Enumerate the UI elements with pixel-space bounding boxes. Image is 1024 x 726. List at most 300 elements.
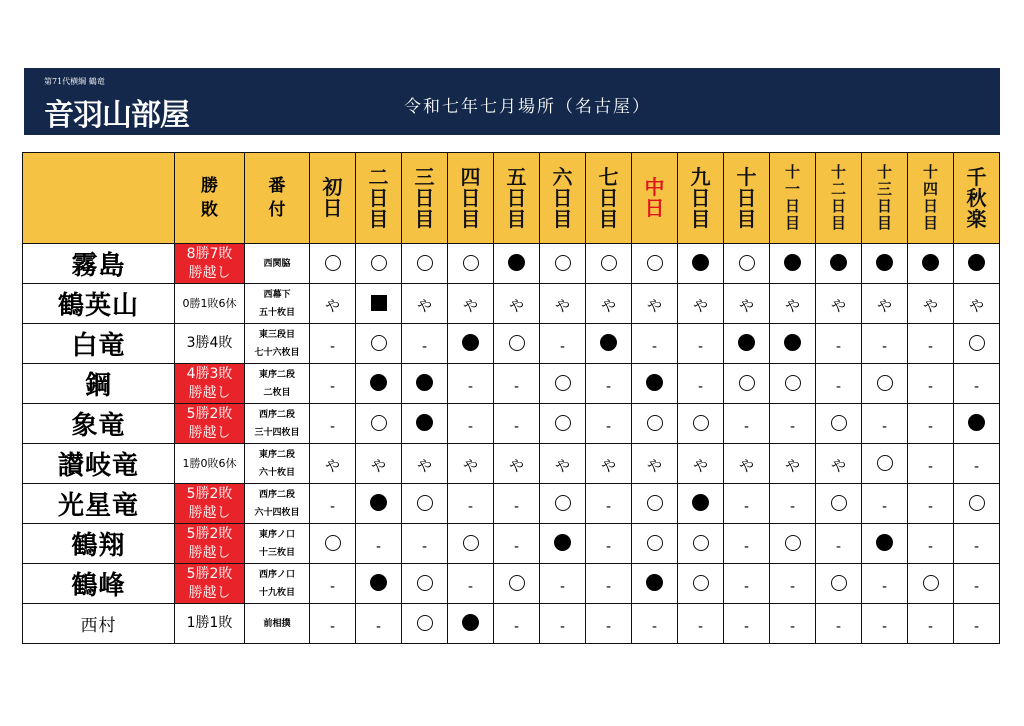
absent-mark: や (600, 456, 616, 475)
result-loss (816, 244, 862, 284)
result-no-bout (494, 404, 540, 444)
result-absent (632, 284, 678, 324)
result-loss (908, 244, 954, 284)
result-loss (632, 564, 678, 604)
dash-mark: - (743, 538, 750, 555)
result-win (448, 524, 494, 564)
result-no-bout (310, 364, 356, 404)
result-win (402, 484, 448, 524)
open-circle-icon (877, 375, 893, 391)
open-circle-icon (785, 535, 801, 551)
rank-label: 東序二段 六十枚目 (245, 444, 310, 484)
result-win (954, 484, 1000, 524)
result-no-bout (862, 324, 908, 364)
open-circle-icon (647, 535, 663, 551)
dash-mark: - (605, 418, 612, 435)
result-win (310, 524, 356, 564)
filled-circle-icon (692, 254, 709, 271)
open-circle-icon (417, 255, 433, 271)
header-banner (24, 68, 1000, 135)
filled-circle-icon (416, 374, 433, 391)
result-win (678, 404, 724, 444)
wrestler-name: 鶴英山 (23, 284, 175, 324)
absent-mark: や (646, 456, 662, 475)
result-absent (816, 444, 862, 484)
result-no-bout (724, 484, 770, 524)
filled-circle-icon (508, 254, 525, 271)
result-no-bout (816, 524, 862, 564)
result-no-bout (494, 484, 540, 524)
result-win (402, 564, 448, 604)
filled-circle-icon (462, 614, 479, 631)
result-absent (770, 284, 816, 324)
absent-mark: や (968, 296, 984, 315)
dash-mark: - (927, 618, 934, 635)
day-header: 初 日 (310, 153, 356, 244)
win-loss-record: 1勝1敗 (175, 604, 245, 644)
absent-mark: や (508, 456, 524, 475)
day-header: 千 秋 楽 (954, 153, 1000, 244)
wrestler-row (23, 404, 1000, 444)
dash-mark: - (881, 578, 888, 595)
win-loss-header: 勝 敗 (175, 153, 245, 244)
dash-mark: - (743, 498, 750, 515)
result-absent (310, 444, 356, 484)
result-win (632, 404, 678, 444)
result-win (632, 484, 678, 524)
open-circle-icon (739, 375, 755, 391)
filled-circle-icon (554, 534, 571, 551)
result-absent (494, 444, 540, 484)
open-circle-icon (739, 255, 755, 271)
wrestler-name: 白竜 (23, 324, 175, 364)
result-no-bout (310, 484, 356, 524)
result-loss (448, 604, 494, 644)
dash-mark: - (421, 338, 428, 355)
dash-mark: - (513, 418, 520, 435)
filled-circle-icon (416, 414, 433, 431)
result-loss (770, 244, 816, 284)
result-no-bout (310, 604, 356, 644)
wrestler-row (23, 564, 1000, 604)
result-win (816, 484, 862, 524)
result-loss (402, 364, 448, 404)
absent-mark: や (830, 456, 846, 475)
result-no-bout (586, 564, 632, 604)
filled-circle-icon (738, 334, 755, 351)
result-no-bout (770, 484, 816, 524)
result-absent (448, 444, 494, 484)
open-circle-icon (463, 535, 479, 551)
absent-mark: や (324, 456, 340, 475)
dash-mark: - (605, 618, 612, 635)
dash-mark: - (927, 498, 934, 515)
filled-circle-icon (370, 574, 387, 591)
absent-mark: や (876, 296, 892, 315)
absent-mark: や (784, 456, 800, 475)
result-no-bout (540, 604, 586, 644)
result-win (402, 244, 448, 284)
name-header (23, 153, 175, 244)
result-loss (678, 244, 724, 284)
open-circle-icon (555, 255, 571, 271)
result-no-bout (770, 604, 816, 644)
result-no-bout (816, 324, 862, 364)
result-loss (356, 484, 402, 524)
wrestler-row (23, 364, 1000, 404)
result-no-bout (724, 524, 770, 564)
open-circle-icon (371, 255, 387, 271)
open-circle-icon (463, 255, 479, 271)
filled-circle-icon (600, 334, 617, 351)
result-absent (954, 284, 1000, 324)
result-no-bout (494, 524, 540, 564)
open-circle-icon (969, 495, 985, 511)
result-loss (540, 524, 586, 564)
dash-mark: - (927, 538, 934, 555)
header-row (23, 153, 1000, 244)
dash-mark: - (513, 618, 520, 635)
absent-mark: や (370, 456, 386, 475)
result-win (770, 364, 816, 404)
result-no-bout (954, 604, 1000, 644)
filled-circle-icon (370, 374, 387, 391)
result-no-bout (908, 404, 954, 444)
wrestler-row (23, 524, 1000, 564)
win-loss-record: 0勝1敗6休 (175, 284, 245, 324)
dash-mark: - (697, 378, 704, 395)
dash-mark: - (513, 498, 520, 515)
absent-mark: や (692, 296, 708, 315)
filled-circle-icon (784, 254, 801, 271)
result-win (724, 244, 770, 284)
results-table (22, 152, 1000, 644)
result-no-bout (908, 484, 954, 524)
dash-mark: - (513, 538, 520, 555)
wrestler-name: 霧島 (23, 244, 175, 284)
dash-mark: - (421, 538, 428, 555)
filled-circle-icon (922, 254, 939, 271)
filled-circle-icon (370, 494, 387, 511)
result-absent (356, 444, 402, 484)
result-win (770, 524, 816, 564)
result-no-bout (494, 604, 540, 644)
day-header: 七 日 目 (586, 153, 632, 244)
wrestler-row (23, 484, 1000, 524)
dash-mark: - (789, 418, 796, 435)
result-absent (724, 444, 770, 484)
result-no-bout (310, 404, 356, 444)
result-absent (816, 284, 862, 324)
result-no-bout (586, 364, 632, 404)
result-absent (310, 284, 356, 324)
result-no-bout (632, 604, 678, 644)
result-win (356, 324, 402, 364)
result-no-bout (586, 404, 632, 444)
result-win (678, 524, 724, 564)
result-no-bout (540, 564, 586, 604)
wrestler-name: 鶴翔 (23, 524, 175, 564)
open-circle-icon (417, 495, 433, 511)
filled-circle-icon (830, 254, 847, 271)
result-win (540, 244, 586, 284)
filled-circle-icon (876, 534, 893, 551)
stable-logo: 音羽山部屋 (44, 98, 189, 133)
open-circle-icon (693, 575, 709, 591)
filled-circle-icon (784, 334, 801, 351)
result-no-bout (862, 484, 908, 524)
rank-label: 東序二段 二枚目 (245, 364, 310, 404)
dash-mark: - (743, 618, 750, 635)
result-no-bout (862, 404, 908, 444)
dash-mark: - (329, 578, 336, 595)
open-circle-icon (509, 335, 525, 351)
dash-mark: - (973, 458, 980, 475)
result-no-bout (908, 524, 954, 564)
result-no-bout (816, 604, 862, 644)
dash-mark: - (375, 538, 382, 555)
result-no-bout (448, 404, 494, 444)
result-no-bout (954, 364, 1000, 404)
day-header: 二 日 目 (356, 153, 402, 244)
result-no-bout (402, 324, 448, 364)
open-circle-icon (647, 495, 663, 511)
rank-label: 西序二段 六十四枚目 (245, 484, 310, 524)
open-circle-icon (877, 455, 893, 471)
absent-mark: や (600, 296, 616, 315)
win-loss-record: 5勝2敗 勝越し (175, 524, 245, 564)
absent-mark: や (830, 296, 846, 315)
dash-mark: - (743, 418, 750, 435)
open-circle-icon (555, 375, 571, 391)
result-no-bout (724, 564, 770, 604)
dash-mark: - (881, 618, 888, 635)
open-circle-icon (417, 575, 433, 591)
result-no-bout (586, 524, 632, 564)
dash-mark: - (467, 378, 474, 395)
filled-circle-icon (968, 254, 985, 271)
result-no-bout (632, 324, 678, 364)
open-circle-icon (601, 255, 617, 271)
result-loss (954, 404, 1000, 444)
result-absent (586, 284, 632, 324)
result-win (448, 244, 494, 284)
table-body (23, 244, 1000, 644)
dash-mark: - (559, 578, 566, 595)
result-loss (402, 404, 448, 444)
filled-circle-icon (462, 334, 479, 351)
absent-mark: や (738, 296, 754, 315)
result-no-bout (908, 324, 954, 364)
rank-header: 番 付 (245, 153, 310, 244)
dash-mark: - (651, 618, 658, 635)
absent-mark: や (462, 296, 478, 315)
wrestler-name: 讃岐竜 (23, 444, 175, 484)
dash-mark: - (697, 618, 704, 635)
result-no-bout (678, 604, 724, 644)
win-loss-record: 1勝0敗6休 (175, 444, 245, 484)
result-forfeit-loss (356, 284, 402, 324)
absent-mark: や (784, 296, 800, 315)
rank-label: 西序二段 三十四枚目 (245, 404, 310, 444)
day-header: 三 日 目 (402, 153, 448, 244)
open-circle-icon (647, 255, 663, 271)
open-circle-icon (371, 415, 387, 431)
filled-circle-icon (876, 254, 893, 271)
result-loss (356, 564, 402, 604)
absent-mark: や (508, 296, 524, 315)
dash-mark: - (467, 498, 474, 515)
result-loss (586, 324, 632, 364)
result-absent (494, 284, 540, 324)
open-circle-icon (831, 495, 847, 511)
wrestler-row (23, 444, 1000, 484)
result-absent (540, 284, 586, 324)
wrestler-row (23, 284, 1000, 324)
dash-mark: - (329, 418, 336, 435)
open-circle-icon (785, 375, 801, 391)
result-no-bout (908, 444, 954, 484)
rank-label: 東三段目 七十六枚目 (245, 324, 310, 364)
open-circle-icon (831, 415, 847, 431)
result-no-bout (816, 364, 862, 404)
open-circle-icon (555, 415, 571, 431)
filled-circle-icon (968, 414, 985, 431)
open-circle-icon (325, 255, 341, 271)
dash-mark: - (697, 338, 704, 355)
dash-mark: - (927, 378, 934, 395)
result-win (724, 364, 770, 404)
wrestler-row (23, 604, 1000, 644)
result-loss (724, 324, 770, 364)
open-circle-icon (969, 335, 985, 351)
dash-mark: - (605, 378, 612, 395)
result-no-bout (678, 364, 724, 404)
result-loss (448, 324, 494, 364)
open-circle-icon (371, 335, 387, 351)
result-win (310, 244, 356, 284)
day-header: 十 四 日 目 (908, 153, 954, 244)
dash-mark: - (467, 418, 474, 435)
filled-square-icon (371, 295, 387, 311)
dash-mark: - (835, 378, 842, 395)
dash-mark: - (375, 618, 382, 635)
win-loss-record: 8勝7敗 勝越し (175, 244, 245, 284)
open-circle-icon (831, 575, 847, 591)
dash-mark: - (651, 338, 658, 355)
result-no-bout (862, 564, 908, 604)
rank-label: 西幕下 五十枚目 (245, 284, 310, 324)
dash-mark: - (973, 618, 980, 635)
result-no-bout (954, 444, 1000, 484)
result-win (356, 244, 402, 284)
rank-label: 西関脇 (245, 244, 310, 284)
filled-circle-icon (692, 494, 709, 511)
dash-mark: - (973, 538, 980, 555)
day-header: 十 二 日 目 (816, 153, 862, 244)
result-no-bout (402, 524, 448, 564)
open-circle-icon (555, 495, 571, 511)
tournament-title: 令和七年七月場所（名古屋） (404, 97, 651, 117)
result-loss (862, 244, 908, 284)
result-win (816, 564, 862, 604)
win-loss-record: 5勝2敗 勝越し (175, 484, 245, 524)
result-win (586, 244, 632, 284)
day-header: 中 日 (632, 153, 678, 244)
dash-mark: - (329, 378, 336, 395)
day-header: 十 三 日 目 (862, 153, 908, 244)
dash-mark: - (881, 418, 888, 435)
dash-mark: - (605, 578, 612, 595)
dash-mark: - (927, 338, 934, 355)
result-loss (862, 524, 908, 564)
wrestler-row (23, 244, 1000, 284)
result-win (632, 524, 678, 564)
result-no-bout (954, 524, 1000, 564)
day-header: 九 日 目 (678, 153, 724, 244)
dash-mark: - (559, 618, 566, 635)
dash-mark: - (605, 538, 612, 555)
result-no-bout (724, 404, 770, 444)
result-no-bout (586, 604, 632, 644)
wrestler-name: 象竜 (23, 404, 175, 444)
dash-mark: - (835, 338, 842, 355)
dash-mark: - (927, 458, 934, 475)
result-absent (678, 284, 724, 324)
result-loss (770, 324, 816, 364)
win-loss-record: 5勝2敗 勝越し (175, 564, 245, 604)
absent-mark: や (462, 456, 478, 475)
open-circle-icon (923, 575, 939, 591)
result-no-bout (310, 564, 356, 604)
result-no-bout (954, 564, 1000, 604)
day-header: 五 日 目 (494, 153, 540, 244)
result-win (862, 444, 908, 484)
result-no-bout (448, 484, 494, 524)
dash-mark: - (973, 578, 980, 595)
dash-mark: - (835, 538, 842, 555)
result-win (678, 564, 724, 604)
dash-mark: - (559, 338, 566, 355)
rank-label: 東序ノ口 十三枚目 (245, 524, 310, 564)
win-loss-record: 5勝2敗 勝越し (175, 404, 245, 444)
result-loss (494, 244, 540, 284)
dash-mark: - (329, 618, 336, 635)
absent-mark: や (416, 456, 432, 475)
result-no-bout (908, 364, 954, 404)
absent-mark: や (738, 456, 754, 475)
rank-label: 前相撲 (245, 604, 310, 644)
open-circle-icon (325, 535, 341, 551)
result-win (494, 564, 540, 604)
result-win (908, 564, 954, 604)
day-header: 十 日 目 (724, 153, 770, 244)
result-win (494, 324, 540, 364)
result-absent (402, 444, 448, 484)
result-no-bout (908, 604, 954, 644)
open-circle-icon (509, 575, 525, 591)
absent-mark: や (692, 456, 708, 475)
wrestler-name: 鶴峰 (23, 564, 175, 604)
result-no-bout (862, 604, 908, 644)
result-no-bout (770, 564, 816, 604)
open-circle-icon (647, 415, 663, 431)
dash-mark: - (881, 338, 888, 355)
result-win (402, 604, 448, 644)
result-no-bout (356, 524, 402, 564)
result-absent (632, 444, 678, 484)
open-circle-icon (693, 415, 709, 431)
